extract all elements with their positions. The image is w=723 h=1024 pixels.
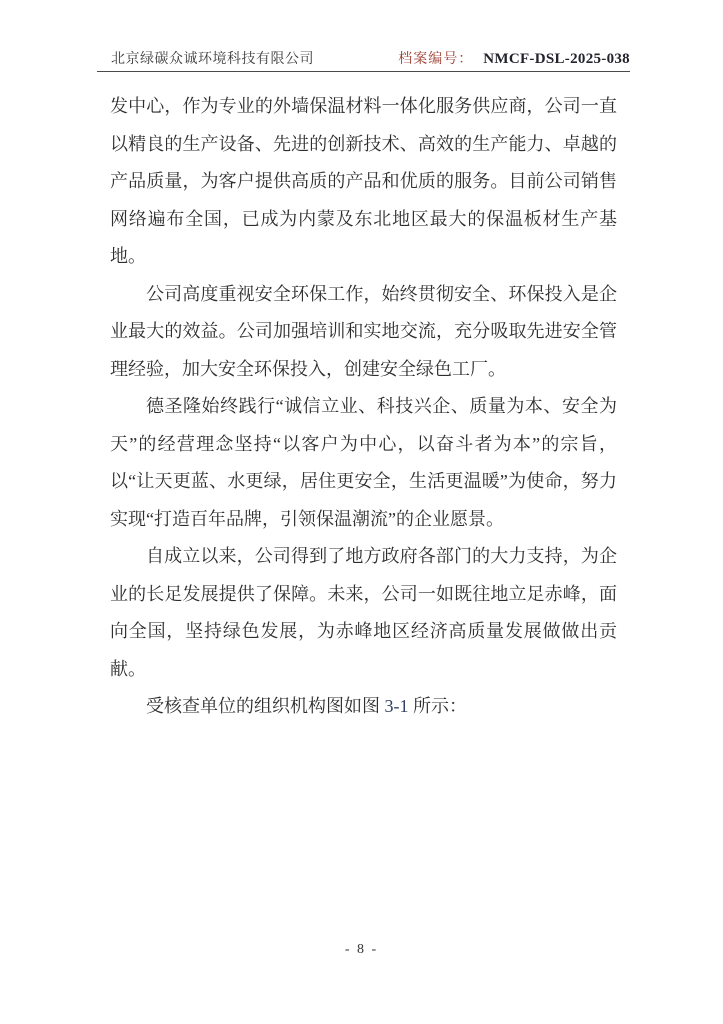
page-number: - 8 -	[344, 942, 379, 957]
page-header	[111, 49, 630, 70]
paragraph-future-outlook: 自成立以来，公司得到了地方政府各部门的大力支持，为企业的长足发展提供了保障。未来，公司一如既往地立足赤峰，面向全国，坚持绿色发展，为赤峰地区经济高质量发展做做出贡献。	[110, 546, 617, 679]
figure-reference-prefix: 受核查单位的组织机构图如图	[146, 696, 385, 716]
figure-reference-suffix: 所示：	[408, 696, 467, 716]
document-body	[110, 88, 617, 726]
archive-number-label: 档案编号：	[398, 52, 474, 67]
page-footer	[0, 942, 723, 958]
header-rule	[97, 71, 630, 72]
paragraph-company-values: 德圣隆始终践行“诚信立业、科技兴企、质量为本、安全为天”的经营理念坚持“以客户为中心，以奋斗者为本”的宗旨，以“让天更蓝、水更绿，居住更安全，生活更温暖”为使命，努力实现“打造百年品牌，引领保温潮流”的企业愿景。	[110, 396, 617, 529]
header-archive-number	[398, 49, 630, 70]
figure-reference-number: 3-1	[384, 696, 409, 716]
archive-number-value: NMCF-DSL-2025-038	[483, 51, 630, 67]
figure-reference-line	[110, 688, 617, 726]
header-company-name: 北京绿碳众诚环境科技有限公司	[111, 52, 314, 67]
paragraph-company-profile: 发中心，作为专业的外墙保温材料一体化服务供应商，公司一直以精良的生产设备、先进的创新技术、高效的生产能力、卓越的产品质量，为客户提供高质的产品和优质的服务。目前公司销售网络遍布全国，已成为内蒙及东北地区最大的保温板材生产基地。	[110, 96, 617, 266]
paragraph-safety-environment: 公司高度重视安全环保工作，始终贯彻安全、环保投入是企业最大的效益。公司加强培训和实地交流，充分吸取先进安全管理经验，加大安全环保投入，创建安全绿色工厂。	[110, 283, 617, 379]
